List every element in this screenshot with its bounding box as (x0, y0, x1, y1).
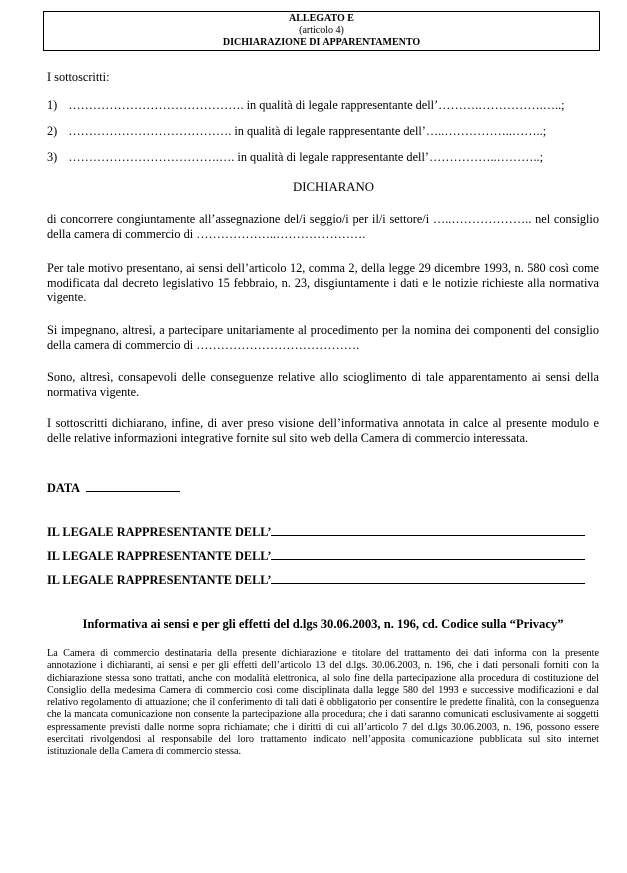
signatory-row-2 (47, 124, 599, 139)
signatory-number: 2) (47, 124, 58, 138)
legal-rep-field[interactable] (271, 548, 585, 560)
date-label: DATA (47, 481, 80, 495)
signatory-row-1 (47, 98, 599, 113)
legal-rep-line-1 (47, 524, 607, 540)
paragraph-4: Sono, altresì, consapevoli delle conseguenze relative allo scioglimento di tale apparentamento ai sensi della normativa vigente. (47, 370, 599, 399)
paragraph-2: Per tale motivo presentano, ai sensi dell’articolo 12, comma 2, della legge 29 dicembre 1993, n. 580 così come modificata dal decreto legislativo 15 febbraio, n. 23, disgiuntamente i dati e le notizie richieste alla normativa vigente. (47, 261, 599, 304)
signatory-number: 1) (47, 98, 58, 112)
date-field[interactable] (86, 480, 180, 492)
legal-rep-label: IL LEGALE RAPPRESENTANTE DELL’ (47, 573, 272, 587)
signatory-text: …………………………………. in qualità di legale rappresentante dell’…..……………..……..; (68, 124, 547, 138)
signatory-text: ……………………………….…. in qualità di legale rappresentante dell’……………..………..; (68, 150, 544, 164)
paragraph-5: I sottoscritti dichiarano, infine, di aver preso visione dell’informativa annotata in calce al presente modulo e delle relative informazioni integrative fornite sul sito web della Camera di commercio interessata. (47, 416, 599, 445)
declare-heading: DICHIARANO (292, 180, 375, 194)
intro-text: I sottoscritti: (47, 70, 110, 84)
paragraph-3: Si impegnano, altresì, a partecipare unitariamente al procedimento per la nomina dei componenti del consiglio della camera di commercio di …………………………………. (47, 323, 599, 352)
declaration-heading: DICHIARAZIONE DI APPARENTAMENTO (222, 37, 421, 48)
legal-rep-label: IL LEGALE RAPPRESENTANTE DELL’ (47, 549, 272, 563)
legal-rep-field[interactable] (271, 524, 585, 536)
legal-rep-line-3 (47, 572, 607, 588)
signatory-number: 3) (47, 150, 58, 164)
privacy-title: Informativa ai sensi e per gli effetti del d.lgs 30.06.2003, n. 196, cd. Codice sulla “Privacy” (82, 617, 564, 631)
legal-rep-field[interactable] (271, 572, 585, 584)
privacy-body: La Camera di commercio destinataria della presente dichiarazione e titolare del trattamento dei dati informa con la presente annotazione i dichiaranti, ai sensi e per gli effetti dell’articolo 13 del d.lgs. 30.06.2003, n. 196, che i dati personali forniti con la dichiarazione stessa sono trattati, anche con modalità elettronica, al solo fine della partecipazione alla procedura di costituzione del Consiglio della medesima Camera di commercio così come disciplinata dalla legge 580 del 1993 e successive modificazioni e dal relativo regolamento di attuazione; che il conferimento di tali dati è obbligatorio per consentire le predette finalità, con la conseguenza che la mancata comunicazione non consente la partecipazione alla procedura; che i dati saranno comunicati esclusivamente ai soggetti espressamente previsti dalle norme sopra richiamate; che i diritti di cui all’articolo 7 del d.lgs 30.06.2003, n. 196, possono essere esercitati rivolgendosi al responsabile del loro trattamento indicato nell’apposita comunicazione pubblicata sul sito internet istituzionale della Camera di commercio stessa. (47, 648, 599, 758)
legal-rep-line-2 (47, 548, 607, 564)
annex-title: ALLEGATO E (289, 13, 354, 24)
signatory-text: ……………………………………. in qualità di legale rappresentante dell’……….…………….…..; (68, 98, 565, 112)
legal-rep-label: IL LEGALE RAPPRESENTANTE DELL’ (47, 525, 272, 539)
signatory-row-3 (47, 150, 599, 165)
document-header (43, 11, 600, 51)
date-line (47, 480, 599, 496)
paragraph-1: di concorrere congiuntamente all’assegnazione del/i seggio/i per il/i settore/i …..……………….. nel consiglio della camera di commercio di ………………..…………………. (47, 212, 599, 241)
annex-article: (articolo 4) (299, 25, 344, 36)
